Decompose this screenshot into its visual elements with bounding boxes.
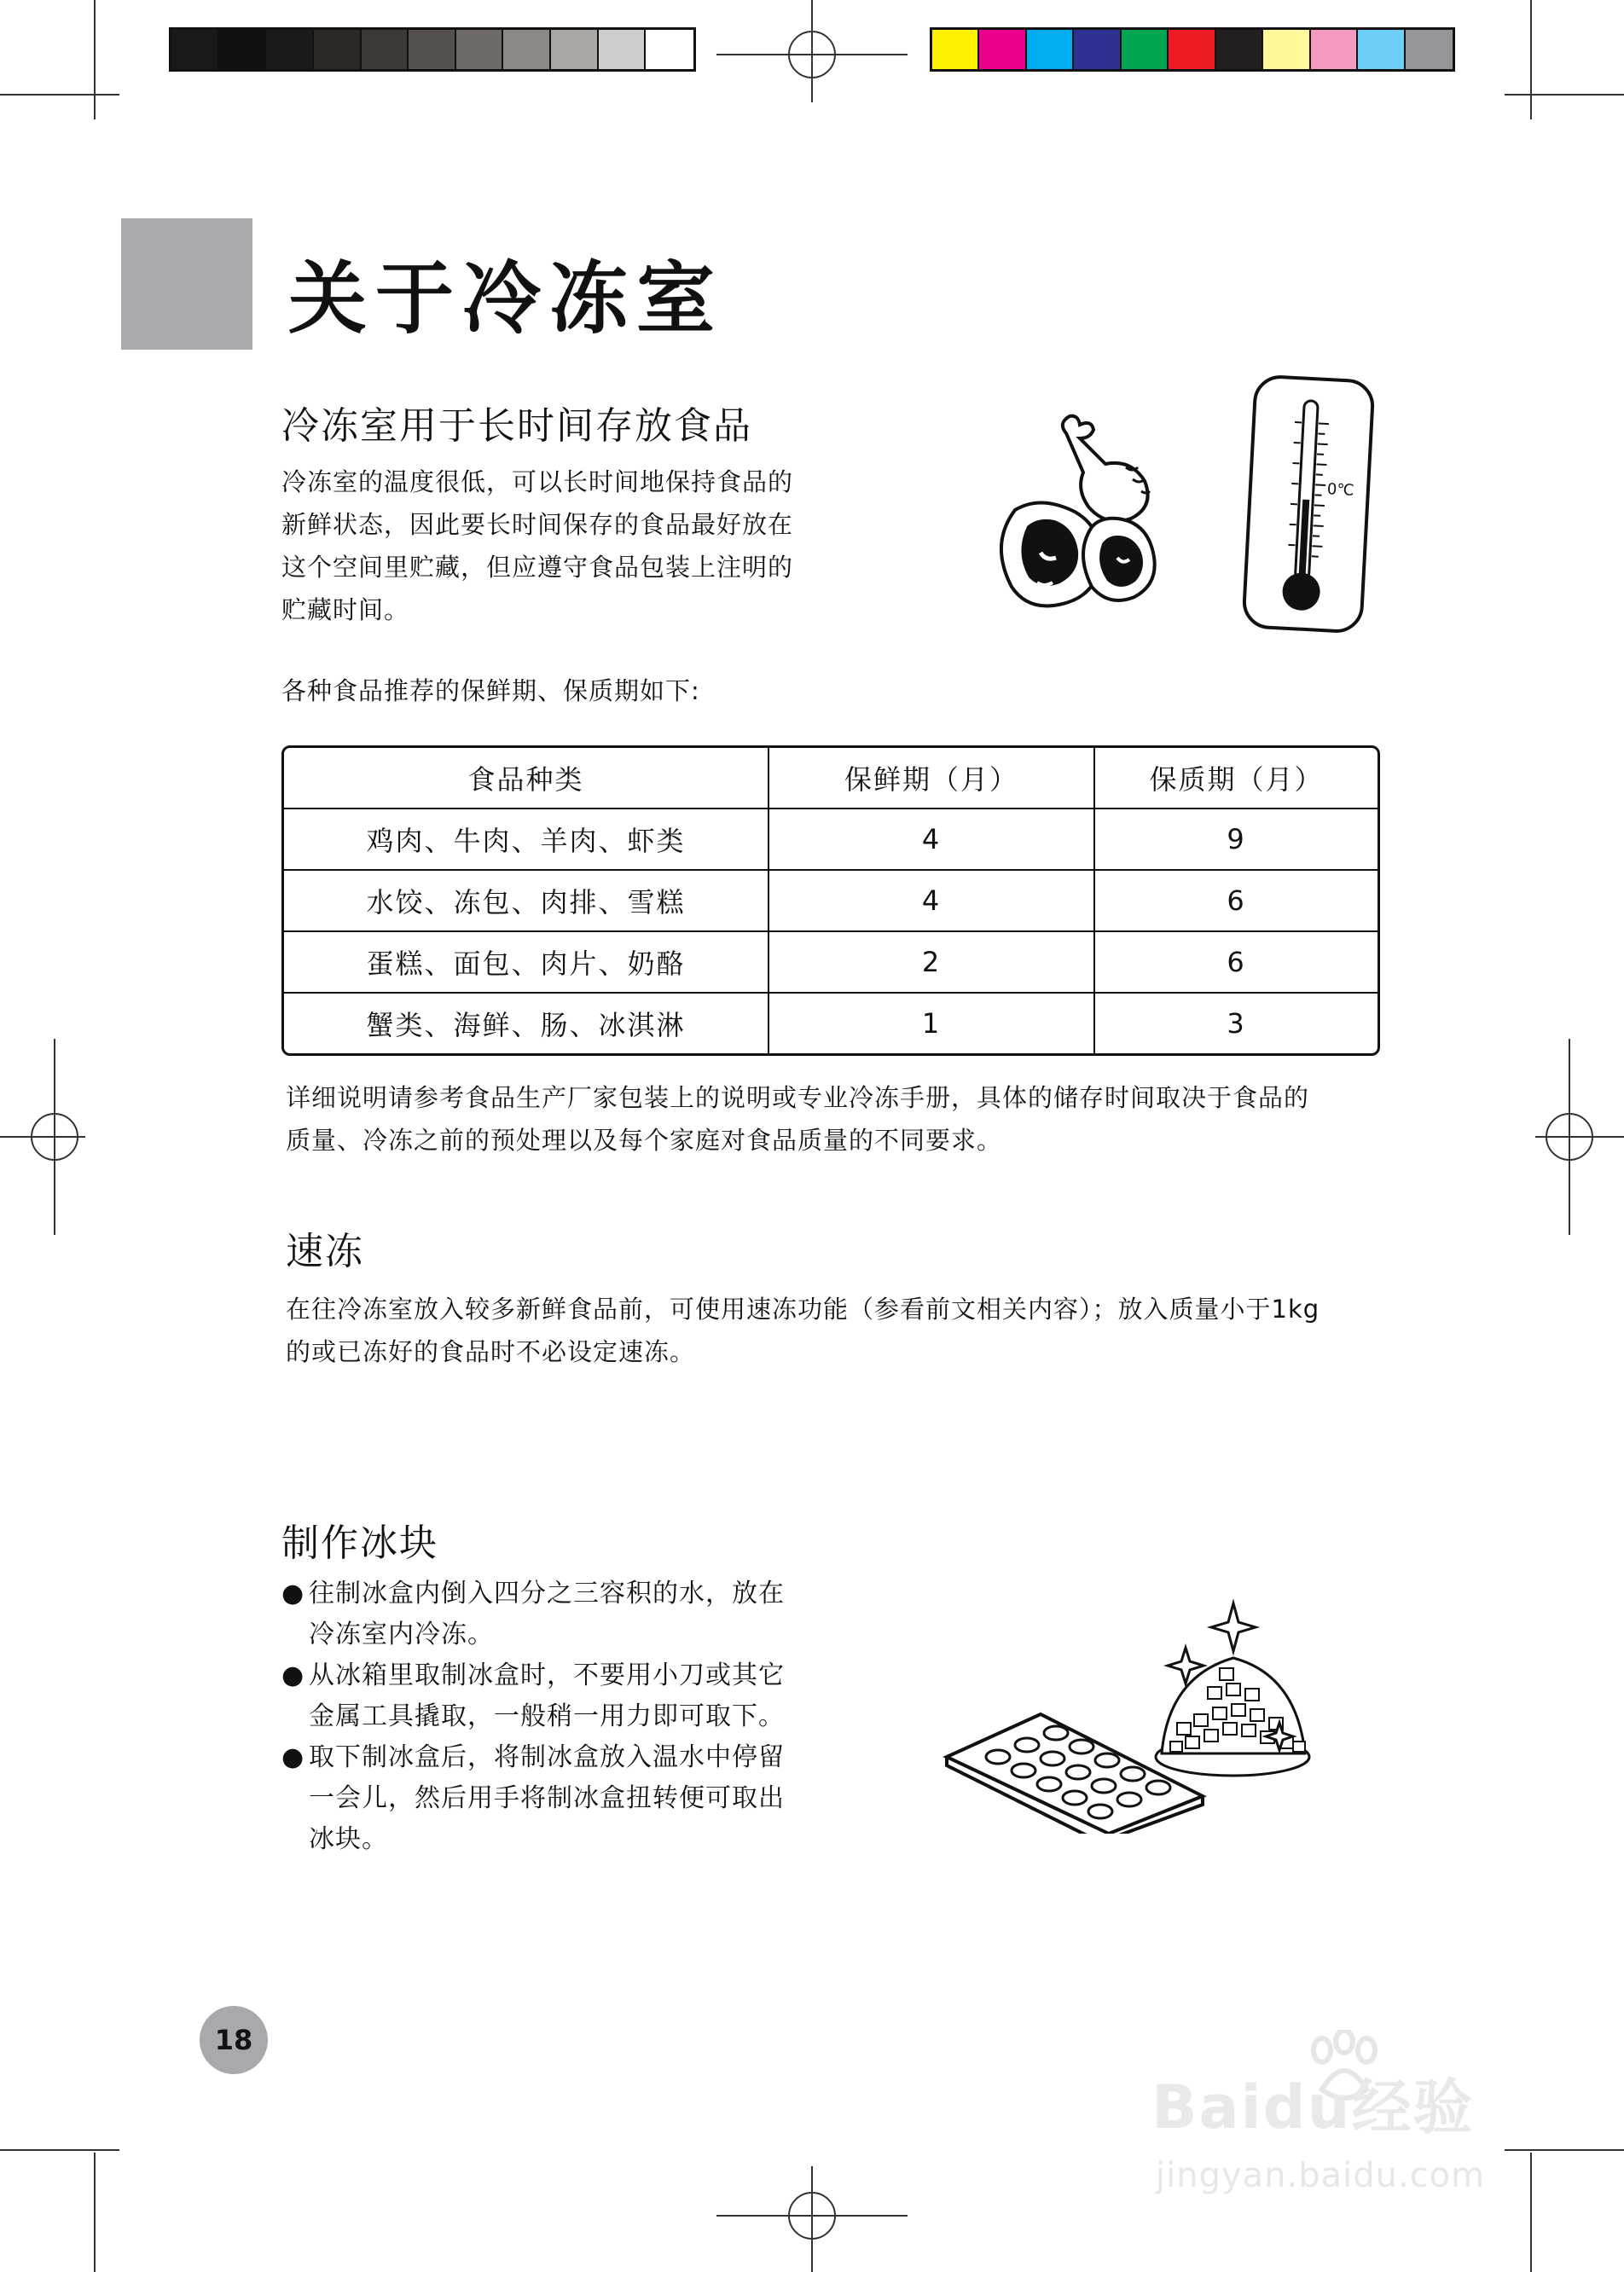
color-swatch — [932, 30, 979, 69]
color-swatch — [1169, 30, 1215, 69]
table-note-line: 详细说明请参考食品生产厂家包装上的说明或专业冷冻手册，具体的储存时间取决于食品的 — [286, 1083, 1310, 1112]
color-calibration-bar — [930, 27, 1455, 72]
color-swatch — [1406, 30, 1453, 69]
quickfreeze-line: 在往冷冻室放入较多新鲜食品前，可使用速冻功能（参看前文相关内容）；放入质量小于1kg — [286, 1295, 1320, 1324]
table-header-cell: 食品种类 — [284, 748, 768, 809]
quickfreeze-line: 的或已冻好的食品时不必设定速冻。 — [286, 1337, 696, 1366]
table-row — [284, 809, 1378, 870]
gray-swatch — [409, 30, 456, 69]
table-header-cell: 保质期（月） — [1094, 748, 1378, 809]
gray-swatch — [219, 30, 267, 69]
table-header-row — [284, 748, 1378, 809]
gray-swatch — [646, 30, 693, 69]
storage-paragraph — [281, 461, 879, 631]
ice-heading: 制作冰块 — [281, 1521, 438, 1565]
title-gray-block — [121, 218, 252, 350]
food-type-cell: 蟹类、海鲜、肠、冰淇淋 — [284, 993, 768, 1053]
list-item-line: 一会儿，然后用手将制冰盒扭转便可取出 — [309, 1783, 785, 1813]
table-header-cell: 保鲜期（月） — [768, 748, 1094, 809]
gray-swatch — [266, 30, 314, 69]
storage-line: 新鲜状态，因此要长时间保存的食品最好放在 — [281, 510, 794, 539]
bullet-dot: ● — [281, 1579, 305, 1608]
storage-period-table — [281, 745, 1380, 1056]
shelf-life-cell: 9 — [1094, 809, 1378, 870]
color-swatch — [1311, 30, 1358, 69]
gray-swatch — [551, 30, 599, 69]
color-swatch — [1122, 30, 1169, 69]
page-number-badge: 18 — [200, 2006, 268, 2074]
watermark-logo-part: Bai — [1151, 2072, 1263, 2142]
fresh-period-cell: 1 — [768, 993, 1094, 1053]
watermark-logo-part: du — [1262, 2072, 1352, 2142]
color-swatch — [1358, 30, 1405, 69]
color-swatch — [1216, 30, 1263, 69]
table-row — [284, 993, 1378, 1053]
table-row — [284, 870, 1378, 931]
list-item — [281, 1574, 827, 1655]
fresh-period-cell: 4 — [768, 870, 1094, 931]
storage-line: 贮藏时间。 — [281, 595, 410, 624]
frozen-meat-illustration — [998, 408, 1220, 629]
page-title: 关于冷冻室 — [288, 253, 724, 345]
color-swatch — [1027, 30, 1074, 69]
color-swatch — [979, 30, 1026, 69]
thermometer-illustration — [1241, 372, 1378, 638]
table-intro: 各种食品推荐的保鲜期、保质期如下: — [281, 676, 700, 705]
shelf-life-cell: 6 — [1094, 870, 1378, 931]
quickfreeze-paragraph — [286, 1288, 1429, 1373]
list-item-line: 冷冻室内冷冻。 — [309, 1620, 494, 1649]
storage-heading: 冷冻室用于长时间存放食品 — [281, 404, 752, 448]
gray-swatch — [599, 30, 647, 69]
table-note — [286, 1076, 1429, 1162]
list-item-line: 金属工具撬取，一般稍一用力即可取下。 — [309, 1701, 785, 1731]
ice-tray-illustration — [938, 1595, 1322, 1834]
grayscale-calibration-bar — [169, 27, 696, 72]
fresh-period-cell: 2 — [768, 931, 1094, 993]
gray-swatch — [503, 30, 551, 69]
bullet-dot: ● — [281, 1661, 305, 1690]
food-type-cell: 蛋糕、面包、肉片、奶酪 — [284, 931, 768, 993]
list-item-line: 取下制冰盒后，将制冰盒放入温水中停留 — [309, 1742, 785, 1772]
shelf-life-cell: 3 — [1227, 1007, 1246, 1040]
gray-swatch — [456, 30, 504, 69]
storage-line: 冷冻室的温度很低，可以长时间地保持食品的 — [281, 467, 794, 496]
table-note-line: 质量、冷冻之前的预处理以及每个家庭对食品质量的不同要求。 — [286, 1126, 1003, 1155]
color-swatch — [1074, 30, 1121, 69]
food-type-cell: 水饺、冻包、肉排、雪糕 — [284, 870, 768, 931]
gray-swatch — [362, 30, 409, 69]
list-item — [281, 1655, 827, 1737]
list-item-line: 冰块。 — [309, 1824, 388, 1854]
ice-instructions-list — [281, 1574, 827, 1860]
list-item — [281, 1737, 827, 1860]
list-item-line: 往制冰盒内倒入四分之三容积的水，放在 — [309, 1579, 785, 1608]
table-row — [284, 931, 1378, 993]
gray-swatch — [171, 30, 219, 69]
color-swatch — [1263, 30, 1310, 69]
quickfreeze-heading: 速冻 — [286, 1230, 364, 1273]
list-item-line: 从冰箱里取制冰盒时，不要用小刀或其它 — [309, 1661, 785, 1690]
watermark-logo — [1151, 2060, 1475, 2146]
watermark-url: jingyan.baidu.com — [1156, 2156, 1486, 2195]
food-type-cell: 鸡肉、牛肉、羊肉、虾类 — [284, 809, 768, 870]
fresh-period-cell: 4 — [768, 809, 1094, 870]
shelf-life-cell: 6 — [1094, 931, 1378, 993]
thermometer-label: 0℃ — [1326, 480, 1355, 500]
gray-swatch — [314, 30, 362, 69]
bullet-dot: ● — [281, 1742, 305, 1772]
watermark-logo-part: 经验 — [1351, 2072, 1475, 2142]
storage-line: 这个空间里贮藏，但应遵守食品包装上注明的 — [281, 553, 794, 582]
